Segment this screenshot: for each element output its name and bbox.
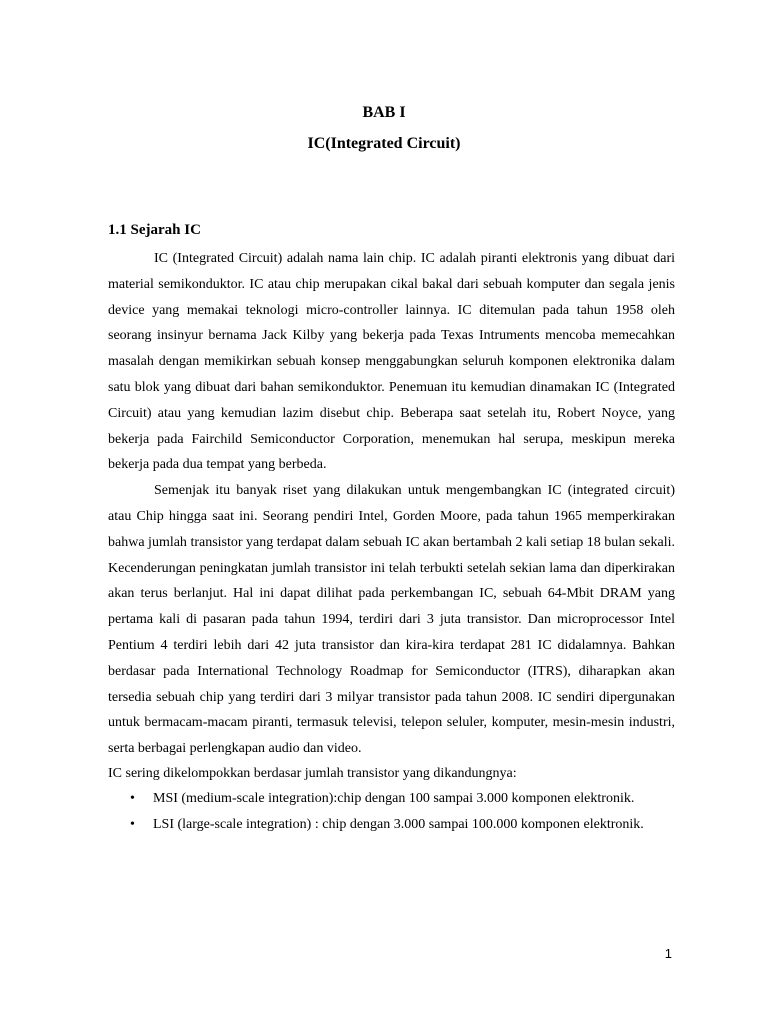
list-item [108,786,675,812]
list-item-text: LSI (large-scale integration) : chip dengan 3.000 sampai 100.000 komponen elektronik. [153,816,644,832]
list-intro: IC sering dikelompokkan berdasar jumlah transistor yang dikandungnya: [108,765,517,781]
chapter-title: IC(Integrated Circuit) [307,135,461,152]
chapter-number: BAB I [362,104,406,121]
bullet-icon: • [130,790,135,806]
ic-classification-list [108,786,675,838]
bullet-icon: • [130,816,135,832]
list-item-text: MSI (medium-scale integration):chip dengan 100 sampai 3.000 komponen elektronik. [153,790,635,806]
page-number: 1 [664,946,672,961]
list-item [108,812,675,838]
section-body [108,246,675,838]
section-heading: 1.1 Sejarah IC [108,222,201,238]
paragraph-history: IC (Integrated Circuit) adalah nama lain chip. IC adalah piranti elektronis yang dibuat dari material semikonduktor. IC atau chip merupakan cikal bakal dari sebuah komputer dan segala jenis device yang memakai teknologi micro-controller lainnya. IC ditemulan pada tahun 1958 oleh seorang insinyur bernama Jack Kilby yang bekerja pada Texas Intruments mencoba memecahkan masalah dengan memikirkan sebuah konsep menggabungkan seluruh komponen elektronika dalam satu blok yang dibuat dari bahan semikonduktor. Penemuan itu kemudian dinamakan IC (Integrated Circuit) atau yang kemudian lazim disebut chip. Beberapa saat setelah itu, Robert Noyce, yang bekerja pada Fairchild Semiconductor Corporation, menemukan hal serupa, meskipun mereka bekerja pada dua tempat yang berbeda. [108,251,675,473]
paragraph-development: Semenjak itu banyak riset yang dilakukan untuk mengembangkan IC (integrated circuit) atau Chip hingga saat ini. Seorang pendiri Intel, Gorden Moore, pada tahun 1965 memperkirakan bahwa jumlah transistor yang terdapat dalam sebuah IC akan bertambah 2 kali setiap 18 bulan sekali. Kecenderungan peningkatan jumlah transistor ini telah terbukti setelah sekian lama dan diperkirakan akan terus berlanjut. Hal ini dapat dilihat pada perkembangan IC, sebuah 64-Mbit DRAM yang pertama kali di pasaran pada tahun 1994, terdiri dari 3 juta transistor. Dan microprocessor Intel Pentium 4 terdiri lebih dari 42 juta transistor dan kira-kira terdapat 281 IC didalamnya. Bahkan berdasar pada International Technology Roadmap for Semiconductor (ITRS), diharapkan akan tersedia sebuah chip yang terdiri dari 3 milyar transistor pada tahun 2008. IC sendiri dipergunakan untuk bermacam-macam piranti, termasuk televisi, telepon seluler, komputer, mesin-mesin industri, serta berbagai perlengkapan audio dan video. [108,483,675,757]
